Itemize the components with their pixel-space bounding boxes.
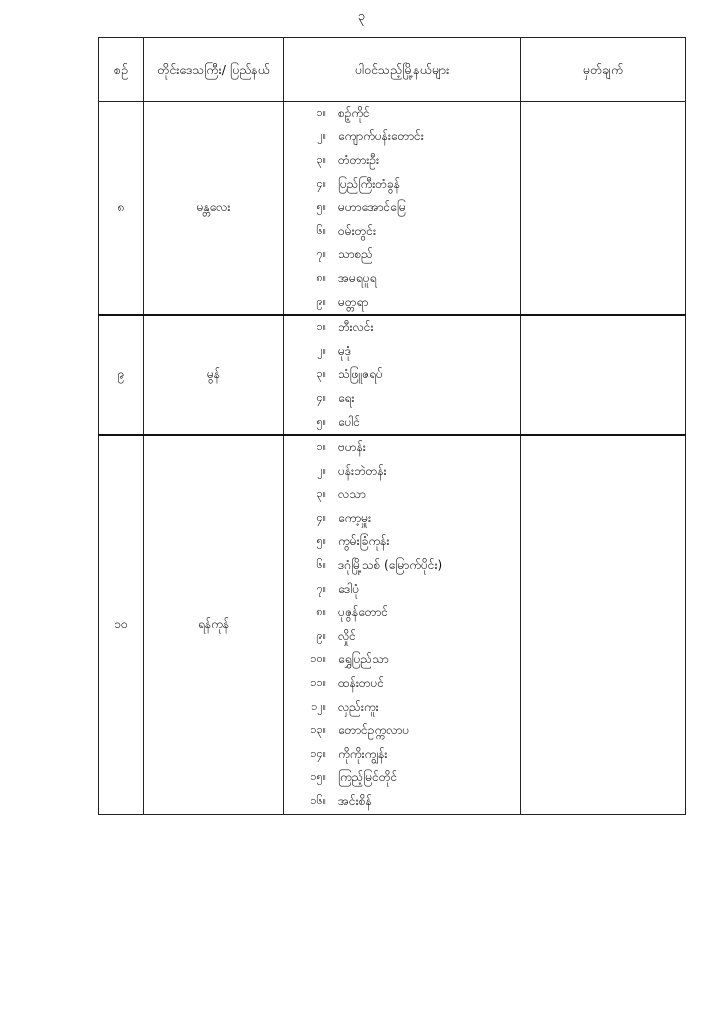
page-number: ၃	[357, 9, 366, 24]
item-number: ၃။	[316, 487, 326, 501]
township-name: လသာ	[338, 487, 366, 502]
serial-cell: ၉	[99, 315, 144, 435]
township-name: ဝမ်းတွင်း	[338, 223, 377, 238]
township-name: ထန်းတပင်	[338, 676, 385, 691]
township-name: စဉ့်ကိုင်	[338, 105, 370, 120]
township-name: လှည်းကူး	[338, 699, 379, 714]
remarks-cell	[521, 102, 686, 316]
item-number: ၁၃။	[310, 723, 326, 737]
list-item	[284, 649, 520, 673]
township-name: ကိုကိုးကျွန်း	[338, 746, 388, 761]
township-name: မဟာအောင်မြေ	[338, 200, 406, 215]
township-name: မုဒုံ	[338, 343, 352, 358]
township-name: ဗဟန်း	[338, 440, 366, 455]
item-number: ၉။	[316, 294, 326, 308]
item-number: ၂။	[317, 463, 326, 477]
remarks-cell	[521, 315, 686, 435]
table-row	[99, 315, 686, 435]
item-number: ၅။	[316, 200, 326, 214]
list-item	[284, 411, 520, 435]
township-name: အင်းစိန်	[338, 794, 372, 809]
header-region: တိုင်းဒေသကြီး/ ပြည်နယ်	[144, 38, 284, 102]
remarks-cell	[521, 435, 686, 814]
township-name: ဒေါပုံ	[338, 581, 360, 596]
item-number: ၁၆။	[310, 794, 326, 808]
list-item	[284, 578, 520, 602]
township-name: ရေး	[338, 390, 355, 405]
list-item	[284, 436, 520, 460]
list-item	[284, 316, 520, 340]
item-number: ၁၁။	[310, 676, 326, 690]
township-name: ရွှေပြည်သာ	[338, 652, 389, 667]
list-item	[284, 790, 520, 814]
list-item	[284, 672, 520, 696]
item-number: ၅။	[316, 414, 326, 428]
list-item	[284, 625, 520, 649]
township-name: ပြည်ကြီးတံခွန်	[338, 176, 400, 191]
township-name: ကြည့်မြင်တိုင်	[338, 770, 398, 785]
list-item	[284, 291, 520, 315]
township-name: ဒဂုံမြို့သစ် (မြောက်ပိုင်း)	[338, 558, 443, 573]
township-name: တောင်ဥက္ကလာပ	[338, 723, 410, 738]
item-number: ၇။	[316, 247, 326, 261]
table-row	[99, 102, 686, 316]
list-item	[284, 601, 520, 625]
item-number: ၁၅။	[310, 770, 326, 784]
list-item	[284, 767, 520, 791]
list-item	[284, 364, 520, 388]
header-districts: ပါဝင်သည့်မြို့နယ်များ	[284, 38, 521, 102]
item-number: ၃။	[316, 152, 326, 166]
list-item	[284, 531, 520, 555]
list-item	[284, 102, 520, 126]
item-number: ၁။	[316, 320, 326, 334]
list-item	[284, 267, 520, 291]
township-name: ကော့မှူး	[338, 510, 372, 525]
item-number: ၁၂။	[311, 699, 326, 713]
region-cell: မွန်	[144, 315, 284, 435]
list-item	[284, 126, 520, 150]
township-name: သံဖြူဇရပ်	[338, 367, 383, 382]
serial-cell: ၈	[99, 102, 144, 316]
township-name: လှိုင်	[338, 628, 356, 643]
item-number: ၇။	[316, 581, 326, 595]
list-item	[284, 340, 520, 364]
item-number: ၆။	[316, 558, 326, 572]
districts-cell	[284, 315, 521, 435]
township-name: ပုဇွန်တောင်	[338, 605, 388, 620]
item-number: ၂။	[317, 343, 326, 357]
item-number: ၂။	[317, 129, 326, 143]
item-number: ၁၀။	[310, 652, 326, 666]
township-name: မတ္တရာ	[338, 294, 369, 309]
township-name: ကျောက်ပန်းတောင်း	[338, 129, 424, 144]
districts-cell	[284, 435, 521, 814]
township-table	[98, 37, 686, 815]
item-number: ၃။	[316, 367, 326, 381]
list-item	[284, 484, 520, 508]
item-number: ၁။	[316, 105, 326, 119]
township-name: တံတားဦး	[338, 152, 380, 167]
item-number: ၈။	[316, 605, 326, 619]
districts-cell	[284, 102, 521, 316]
region-cell: မန္တလေး	[144, 102, 284, 316]
item-number: ၄။	[316, 390, 326, 404]
item-number: ၉။	[316, 628, 326, 642]
list-item	[284, 387, 520, 411]
item-number: ၁။	[316, 440, 326, 454]
list-item	[284, 196, 520, 220]
item-number: ၅။	[316, 534, 326, 548]
item-number: ၆။	[316, 223, 326, 237]
list-item	[284, 554, 520, 578]
header-serial: စဉ်	[99, 38, 144, 102]
table-row	[99, 435, 686, 814]
item-number: ၄။	[316, 510, 326, 524]
township-name: ပေါင်	[338, 414, 361, 429]
township-name: အမရပူရ	[338, 270, 377, 285]
region-cell: ရန်ကုန်	[144, 435, 284, 814]
list-item	[284, 507, 520, 531]
township-name: ပန်းဘဲတန်း	[338, 463, 387, 478]
township-name: ကွမ်းခြံကုန်း	[338, 534, 390, 549]
list-item	[284, 149, 520, 173]
list-item	[284, 719, 520, 743]
item-number: ၁၄။	[310, 746, 326, 760]
list-item	[284, 220, 520, 244]
list-item	[284, 696, 520, 720]
header-row	[99, 38, 686, 102]
item-number: ၄။	[316, 176, 326, 190]
list-item	[284, 244, 520, 268]
list-item	[284, 743, 520, 767]
list-item	[284, 460, 520, 484]
item-number: ၈။	[316, 270, 326, 284]
township-name: ဘီးလင်း	[338, 320, 374, 335]
header-remarks: မှတ်ချက်	[521, 38, 686, 102]
serial-cell: ၁၀	[99, 435, 144, 814]
list-item	[284, 173, 520, 197]
township-name: သာစည်	[338, 247, 373, 262]
